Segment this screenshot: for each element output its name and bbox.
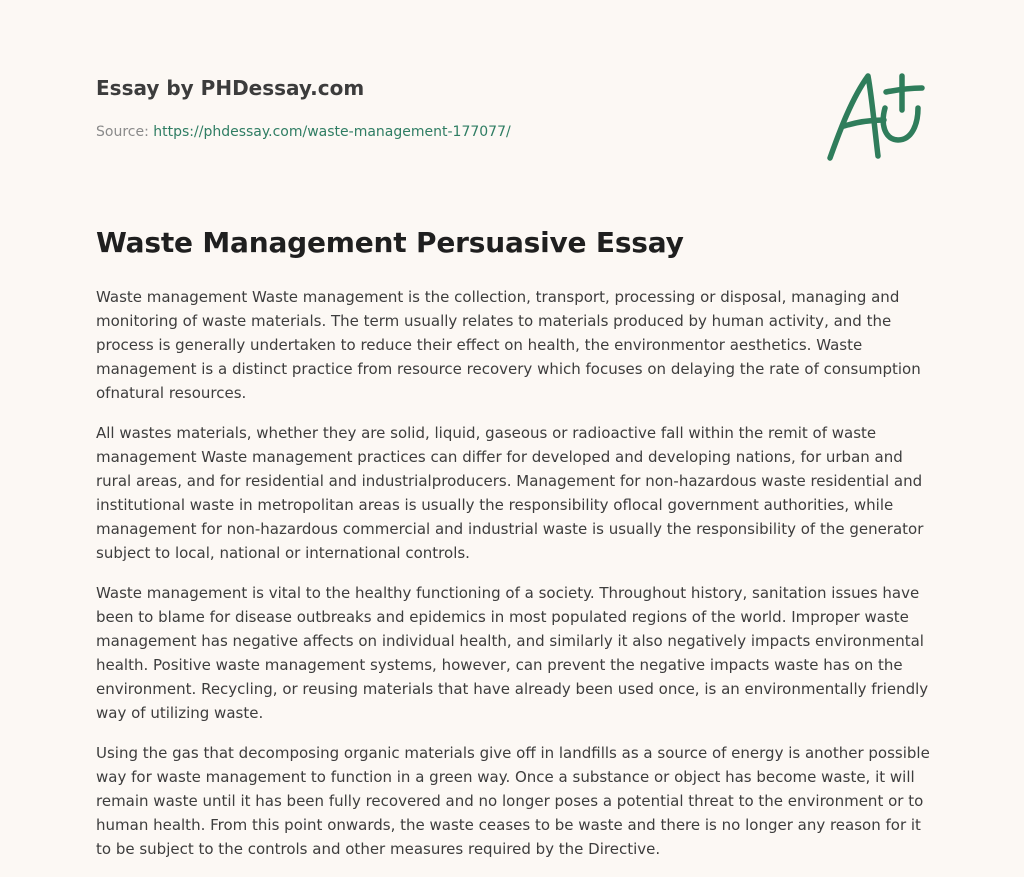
site-brand: Essay by PHDessay.com: [96, 76, 365, 100]
essay-body: [96, 285, 936, 877]
essay-title: Waste Management Persuasive Essay: [96, 226, 684, 259]
essay-paragraph: Using the gas that decomposing organic materials give off in landfills as a source of energy is another possible way for waste management to function in a green way. Once a substance or object has become waste, it will remain waste until it has been fully recovered and no longer poses a potential threat to the environment or to human health. From this point onwards, the waste ceases to be waste and there is no longer any reason for it to be subject to the controls and other measures required by the Directive.: [96, 744, 930, 858]
essay-paragraph: Waste management is vital to the healthy functioning of a society. Throughout history, sanitation issues have been to blame for disease outbreaks and epidemics in most populated regions of the world. Improper waste management has negative affects on individual health, and similarly it also negatively impacts environmental health. Positive waste management systems, however, can prevent the negative impacts waste has on the environment. Recycling, or reusing materials that have already been used once, is an environmentally friendly way of utilizing waste.: [96, 584, 929, 722]
essay-paragraph: Waste management Waste management is the collection, transport, processing or disposal, managing and monitoring of waste materials. The term usually relates to materials produced by human activity, and the process is generally undertaken to reduce their effect on health, the environmentor aesthetics. Waste management is a distinct practice from resource recovery which focuses on delaying the rate of consumption ofnatural resources.: [96, 288, 921, 402]
source-line: [96, 124, 511, 140]
source-label: Source:: [96, 124, 154, 140]
essay-paragraph: All wastes materials, whether they are solid, liquid, gaseous or radioactive fall within the remit of waste management Waste management practices can differ for developed and developing nations, for urban and rural areas, and for residential and industrialproducers. Management for non-hazardous waste residential and institutional waste in metropolitan areas is usually the responsibility oflocal government authorities, while management for non-hazardous commercial and industrial waste is usually the responsibility of the generator subject to local, national or international controls.: [96, 424, 924, 562]
a-plus-grade-icon: [822, 68, 932, 168]
source-link[interactable]: https://phdessay.com/waste-management-177077/: [153, 124, 511, 140]
